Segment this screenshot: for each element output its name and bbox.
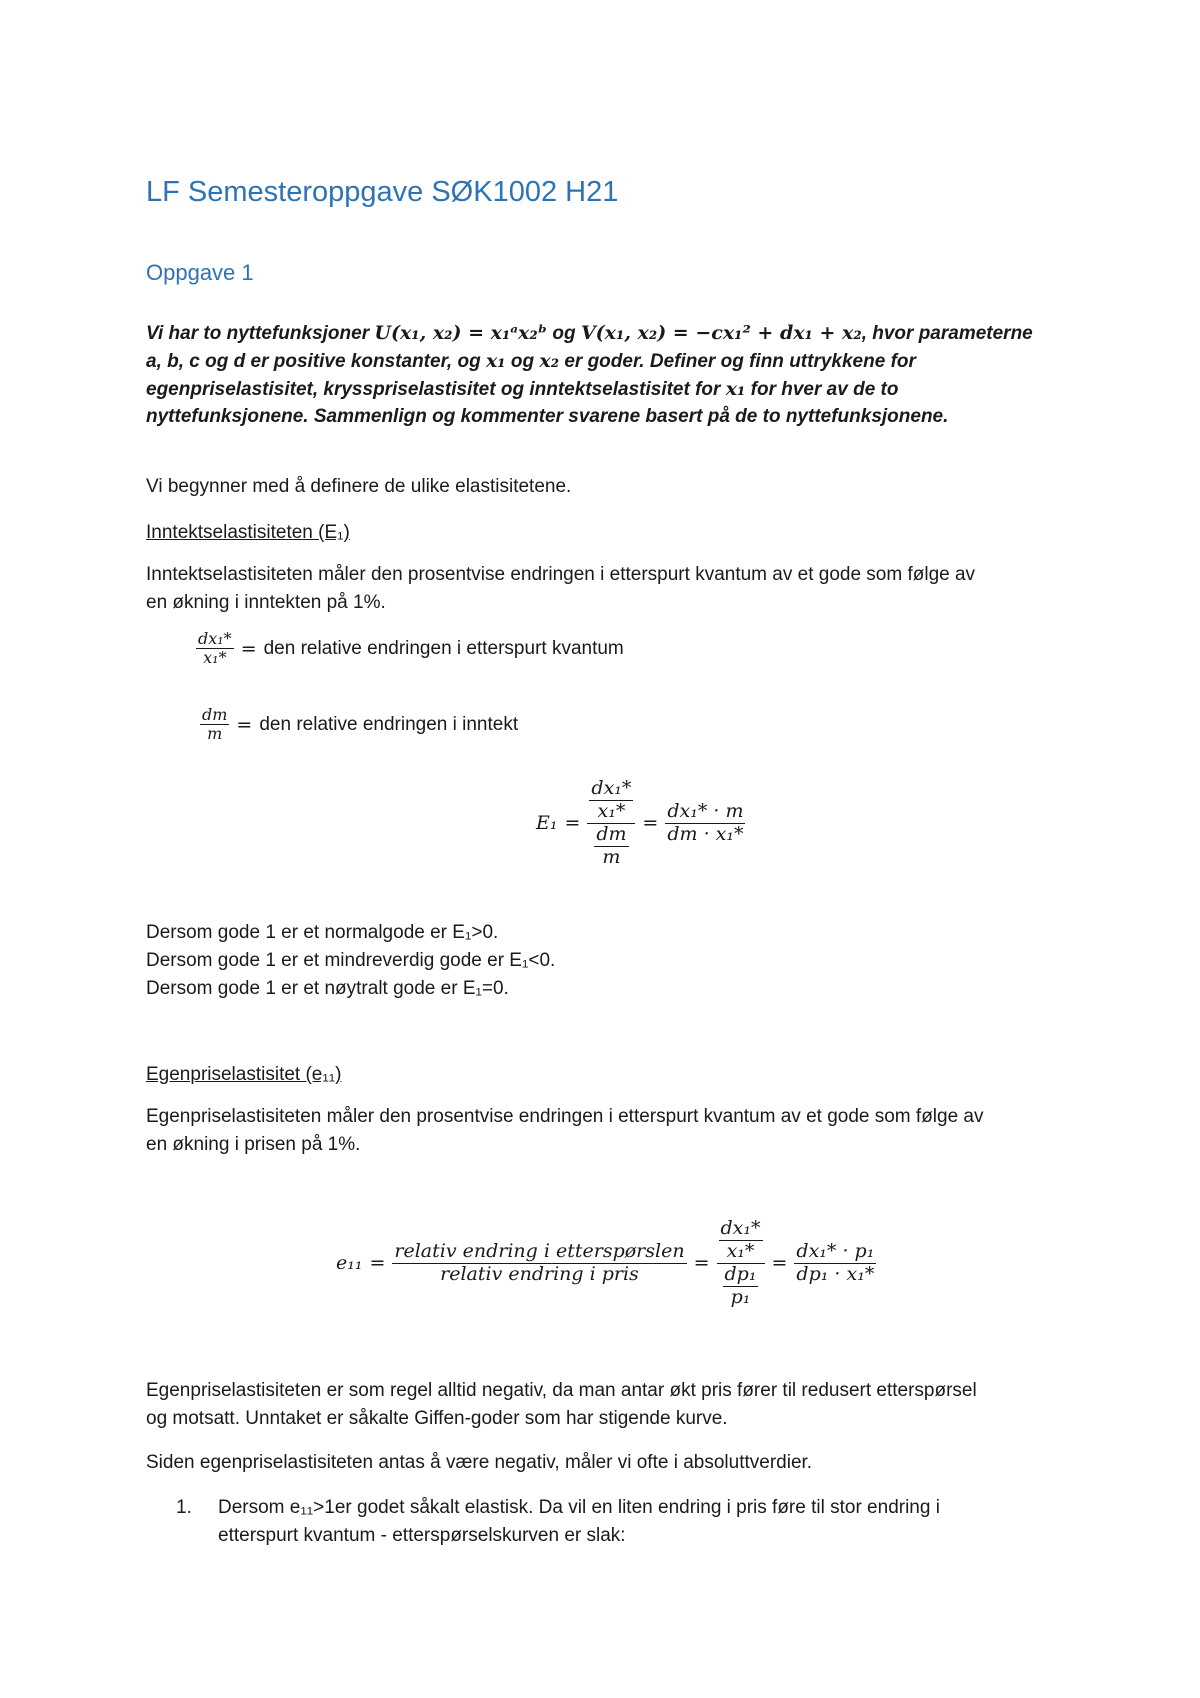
fraction-denominator: p₁ — [730, 1285, 751, 1308]
u-function: U(x₁, x₂) = x₁ᵃx₂ᵇ — [374, 322, 548, 344]
task-line-1 — [146, 322, 1033, 345]
fraction — [665, 801, 745, 846]
fraction-denominator: dm · x₁* — [667, 822, 744, 845]
income-desc-line-1: Inntektselastisiteten måler den prosentvise endringen i etterspurt kvantum av et gode som følge av — [146, 564, 976, 585]
v-function: V(x₁, x₂) = −cx₁² + dx₁ + x₂ — [580, 322, 862, 344]
fraction-denominator: x₁* — [597, 799, 626, 822]
task-text: for hver av de to — [745, 379, 899, 400]
list-number: 1. — [176, 1497, 192, 1518]
task-text: og — [547, 323, 581, 344]
fraction-numerator: dx₁* · m — [667, 799, 744, 822]
task-text: egenpriselastisitet, krysspriselastisitet og inntektselastisitet for — [146, 379, 726, 400]
fraction-numerator: dm — [202, 705, 228, 724]
task-text: , hvor parameterne — [861, 323, 1033, 344]
x1-symbol: x₁ — [725, 378, 746, 400]
fraction — [719, 1218, 763, 1263]
compound-fraction — [587, 778, 635, 868]
fraction — [794, 1241, 876, 1286]
fraction-numerator: dx₁* — [591, 777, 632, 799]
fraction-denominator: x₁* — [726, 1239, 755, 1262]
income-elasticity-heading: Inntektselastisiteten (E₁) — [146, 522, 350, 543]
income-case-2: Dersom gode 1 er et mindreverdig gode er E₁<0. — [146, 950, 556, 971]
fraction — [200, 706, 229, 744]
fraction — [723, 1264, 759, 1309]
definition-text: den relative endringen i inntekt — [259, 713, 519, 735]
fraction-denominator: relativ endring i pris — [440, 1262, 639, 1285]
intro-text: Vi begynner med å definere de ulike elastisitetene. — [146, 476, 572, 497]
list-item — [146, 1494, 1046, 1550]
task-text: og — [505, 351, 540, 372]
relative-quantity-definition: $\frac{\text{dx₁*}}{\text{x₁*}}$ = den relative endringen i etterspurt kvantum — [198, 629, 624, 668]
fraction-denominator — [592, 824, 630, 869]
income-case-1: Dersom gode 1 er et normalgode er E₁>0. — [146, 922, 499, 943]
fraction-numerator — [717, 1218, 765, 1264]
own-price-elasticity-heading: Egenpriselastisitet (e₁₁) — [146, 1064, 342, 1085]
list-item-line: etterspurt kvantum - etterspørselskurven er slak: — [218, 1525, 626, 1546]
relative-income-definition: $\frac{dm}{m}$ = den relative endringen i inntekt — [202, 705, 519, 744]
own-price-desc-line-1: Egenpriselastisiteten måler den prosentvise endringen i etterspurt kvantum av et gode som følge av — [146, 1106, 984, 1127]
equation-lhs: E₁ — [536, 812, 558, 835]
absolute-value-note: Siden egenpriselastisiteten antas å være negativ, måler vi ofte i absoluttverdier. — [146, 1452, 813, 1473]
own-price-note-line-1: Egenpriselastisiteten er som regel alltid negativ, da man antar økt pris fører til redusert etterspørsel — [146, 1380, 977, 1401]
task-line-2 — [146, 350, 916, 373]
fraction-denominator: m — [207, 724, 223, 744]
equation-lhs: e₁₁ — [336, 1252, 363, 1275]
fraction-numerator: dx₁* · p₁ — [796, 1239, 875, 1262]
task-line-3 — [146, 378, 898, 401]
fraction-denominator: m — [602, 845, 621, 868]
income-case-3: Dersom gode 1 er et nøytralt gode er E₁=0. — [146, 978, 509, 999]
fraction-numerator: dp₁ — [724, 1262, 757, 1285]
section-heading: Oppgave 1 — [146, 260, 254, 285]
fraction-denominator: dp₁ · x₁* — [796, 1262, 875, 1285]
list-item-line: Dersom e₁₁>1er godet såkalt elastisk. Da vil en liten endring i pris føre til stor endring i — [218, 1497, 940, 1518]
fraction-numerator: dm — [596, 822, 627, 845]
fraction-denominator: x₁* — [203, 648, 227, 668]
fraction-numerator: relativ endring i etterspørslen — [394, 1239, 685, 1262]
task-text: er goder. Definer og finn uttrykkene for — [559, 351, 916, 372]
list-item-text — [218, 1494, 940, 1550]
fraction-numerator — [587, 778, 635, 824]
fraction-denominator — [721, 1264, 761, 1309]
definition-text: den relative endringen i etterspurt kvantum — [263, 637, 624, 659]
compound-fraction — [717, 1218, 765, 1308]
own-price-note-line-2: og motsatt. Unntaket er såkalte Giffen-goder som har stigende kurve. — [146, 1408, 728, 1429]
own-price-desc-line-2: en økning i prisen på 1%. — [146, 1134, 361, 1155]
document-title: LF Semesteroppgave SØK1002 H21 — [146, 176, 619, 208]
task-line-4: nyttefunksjonene. Sammenlign og kommenter svarene basert på de to nyttefunksjonene. — [146, 406, 949, 427]
fraction-numerator: dx₁* — [720, 1217, 761, 1239]
elasticity-cases-list — [146, 1494, 1046, 1550]
own-price-elasticity-equation: e₁₁ = $\frac{\text{relativ endring i etterspørslen}}{\text{relativ endring i pris}}$ = $\frac{\frac{\text{dx₁*}}{\text{x₁*}}}{\frac{\text{dp₁}}{\text{p₁}}}$ = $\frac{\text{dx₁* · p₁}}{\text{dp₁ · x₁*}}$ — [336, 1217, 875, 1308]
task-text: a, b, c og d er positive konstanter, og — [146, 351, 486, 372]
fraction — [589, 778, 633, 823]
fraction — [392, 1241, 686, 1286]
income-desc-line-2: en økning i inntekten på 1%. — [146, 592, 386, 613]
fraction — [196, 630, 234, 668]
fraction-numerator: dx₁* — [198, 629, 232, 648]
income-elasticity-equation: E₁ = $\frac{\frac{\text{dx₁*}}{\text{x₁*}}}{\frac{dm}{m}}$ = $\frac{\text{dx₁* · m}}{\text{dm · x₁*}}$ — [536, 777, 744, 868]
task-text: Vi har to nyttefunksjoner — [146, 323, 375, 344]
fraction — [594, 824, 628, 869]
x2-symbol: x₂ — [539, 350, 560, 372]
x1-symbol: x₁ — [485, 350, 506, 372]
